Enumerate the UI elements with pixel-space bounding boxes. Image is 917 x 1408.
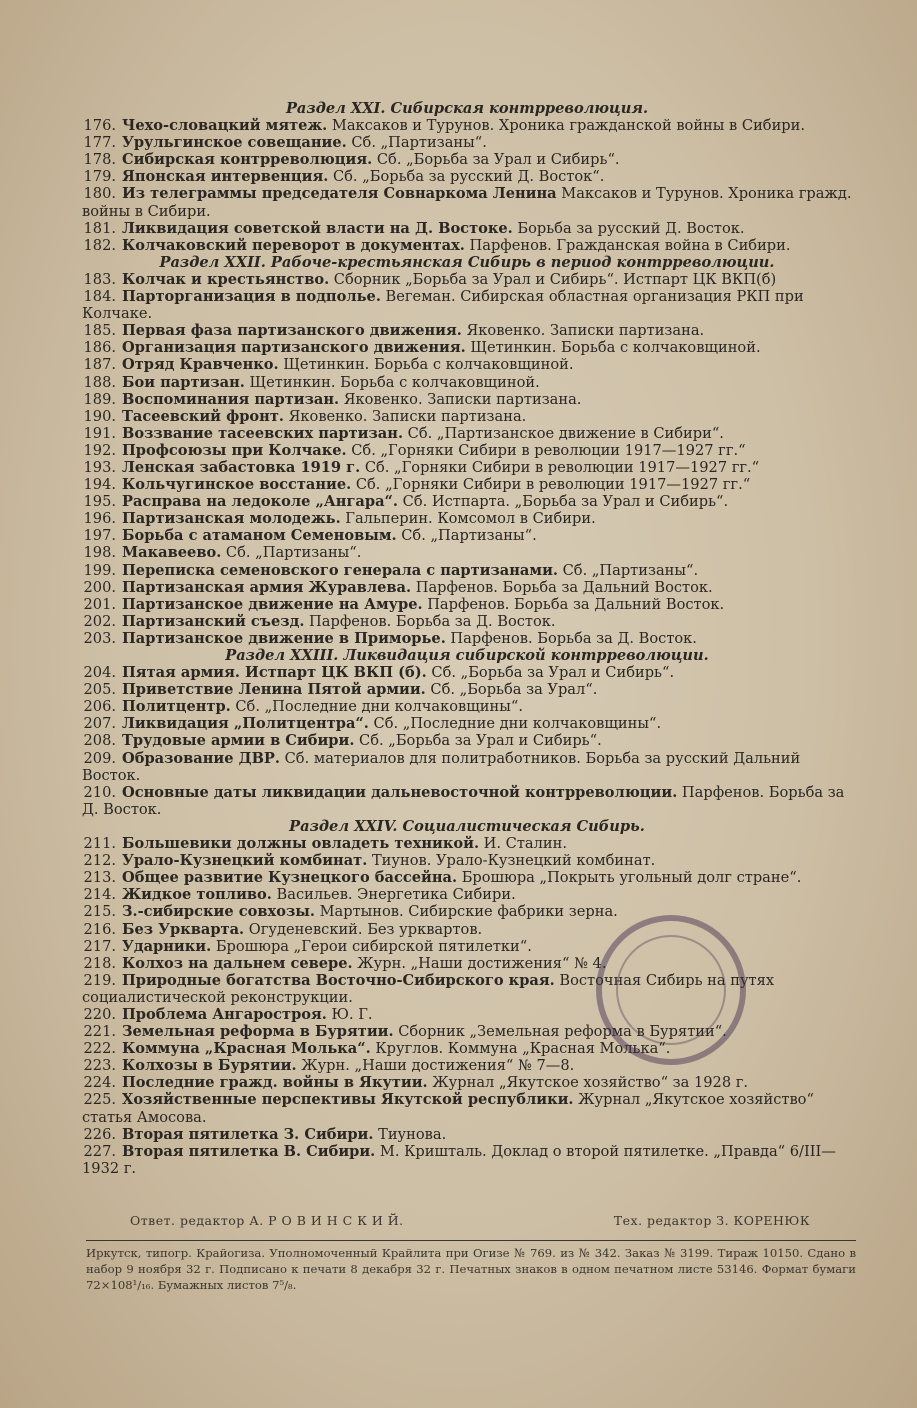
entry-number: 208.	[83, 732, 116, 750]
entry-source: Максаков и Турунов. Хроника гражд. войны в Сибири.	[82, 185, 852, 220]
entry-source: Парфенов. Борьба за Дальний Восток.	[422, 595, 725, 613]
list-item	[82, 613, 852, 630]
entry-title: Профсоюзы при Колчаке.	[122, 441, 347, 459]
entry-title: Кольчугинское восстание.	[122, 476, 352, 494]
entry-number: 194.	[83, 476, 116, 494]
entry-source: Сборник „Земельная реформа в Бурятии“.	[393, 1023, 727, 1041]
entry-source: Парфенов. Борьба за Д. Восток.	[82, 783, 845, 818]
entry-source: Журнал „Якутское хозяйство“ статья Амосова.	[82, 1091, 814, 1126]
entry-number: 197.	[83, 527, 116, 545]
list-item	[82, 356, 852, 373]
entry-source: Максаков и Турунов. Хроника гражданской войны в Сибири.	[327, 117, 806, 135]
list-item	[82, 544, 852, 561]
entry-number: 204.	[83, 664, 116, 682]
entry-source: И. Сталин.	[479, 835, 567, 853]
entry-source: Гальперин. Комсомол в Сибири.	[340, 510, 596, 528]
section-title: Раздел XXII. Рабоче-крестьянская Сибирь в период контрреволюции.	[159, 253, 775, 271]
entry-source: Брошюра „Герои сибирской пятилетки“.	[211, 937, 532, 955]
list-item	[82, 237, 852, 254]
list-item	[82, 1057, 852, 1074]
list-item	[82, 476, 852, 493]
entry-source: Сб. „Партизаны“.	[557, 561, 699, 579]
entry-number: 195.	[83, 493, 116, 511]
entry-number: 176.	[83, 117, 116, 135]
entry-number: 196.	[83, 510, 116, 528]
entry-number: 178.	[83, 151, 116, 169]
entry-title: Организация партизанского движения.	[122, 339, 466, 357]
list-item	[82, 527, 852, 544]
list-item	[82, 442, 852, 459]
entry-source: Сборник „Борьба за Урал и Сибирь“. Истпарт ЦК ВКП(б)	[329, 270, 777, 288]
entry-source: Сб. „Партизанское движение в Сибири“.	[403, 424, 724, 442]
entry-number: 181.	[83, 219, 116, 237]
entry-title: З.-сибирские совхозы.	[122, 903, 315, 921]
list-item	[82, 596, 852, 613]
entry-number: 198.	[83, 544, 116, 562]
entry-source: Васильев. Энергетика Сибири.	[271, 886, 516, 904]
list-item	[82, 408, 852, 425]
entry-title: Ударники.	[122, 937, 212, 955]
entry-title: Переписка семеновского генерала с партизанами.	[122, 561, 558, 579]
entry-number: 180.	[83, 185, 116, 203]
entry-source: Круглов. Коммуна „Красная Молька“.	[370, 1040, 671, 1058]
entry-title: Колчаковский переворот в документах.	[122, 236, 465, 254]
list-item	[82, 117, 852, 134]
list-item	[82, 459, 852, 476]
entry-number: 205.	[83, 681, 116, 699]
entry-source: Борьба за русский Д. Восток.	[512, 219, 745, 237]
section-title: Раздел XXIII. Ликвидация сибирской контрреволюции.	[225, 647, 709, 664]
entry-source: Сб. „Борьба за русский Д. Восток“.	[328, 168, 605, 186]
entry-title: Природные богатства Восточно-Сибирского края.	[122, 971, 555, 989]
list-item	[82, 493, 852, 510]
entry-title: Проблема Ангаростроя.	[122, 1005, 327, 1023]
entry-title: Парторганизация в подполье.	[122, 288, 381, 306]
entry-number: 206.	[83, 698, 116, 716]
entry-source: Сб. „Горняки Сибири в революции 1917—1927 гг.“	[351, 476, 751, 494]
list-item	[82, 151, 852, 168]
entry-source: Журн. „Наши достижения“ № 7—8.	[296, 1057, 575, 1075]
entry-title: Политцентр.	[122, 698, 231, 716]
entry-title: Колхозы в Бурятии.	[122, 1057, 297, 1075]
entry-title: Хозяйственные перспективы Якутской республики.	[122, 1091, 574, 1109]
entry-source: Парфенов. Борьба за Д. Восток.	[304, 612, 556, 630]
entry-number: 226.	[83, 1125, 116, 1143]
entry-source: Щетинкин. Борьба с колчаковщиной.	[278, 356, 574, 374]
chief-editor: Ответ. редактор А. Р О В И Н С К И Й.	[130, 1213, 404, 1228]
entry-title: Колхоз на дальнем севере.	[122, 954, 353, 972]
entry-source: Сб. „Борьба за Урал и Сибирь“.	[372, 151, 620, 169]
entry-number: 199.	[83, 561, 116, 579]
list-item	[82, 1074, 852, 1091]
entry-title: Партизанская молодежь.	[122, 510, 341, 528]
entry-title: Земельная реформа в Бурятии.	[122, 1023, 394, 1041]
entry-title: Ленская забастовка 1919 г.	[122, 458, 361, 476]
entry-number: 188.	[83, 373, 116, 391]
entry-source: Мартынов. Сибирские фабрики зерна.	[314, 903, 618, 921]
entry-title: Урульгинское совещание.	[122, 134, 347, 152]
editors-line	[130, 1213, 810, 1228]
entry-title: Из телеграммы председателя Совнаркома Ленина	[122, 185, 557, 203]
list-item	[82, 134, 852, 151]
entry-number: 202.	[83, 612, 116, 630]
entry-number: 183.	[83, 270, 116, 288]
entry-number: 193.	[83, 458, 116, 476]
list-item	[82, 391, 852, 408]
list-item	[82, 220, 852, 237]
list-item	[82, 732, 852, 749]
entry-source: Сб. „Партизаны“.	[396, 527, 537, 545]
entry-source: Ю. Г.	[326, 1005, 373, 1023]
entry-source: Брошюра „Покрыть угольный долг стране“.	[457, 869, 802, 887]
list-item	[82, 1126, 852, 1143]
entry-number: 221.	[83, 1023, 116, 1041]
entry-title: Урало-Кузнецкий комбинат.	[122, 852, 368, 870]
entry-number: 215.	[83, 903, 116, 921]
entry-number: 185.	[83, 322, 116, 340]
entry-number: 212.	[83, 852, 116, 870]
list-item	[82, 903, 852, 920]
entry-source: Сб. „Последние дни колчаковщины“.	[230, 698, 523, 716]
entry-source: Сб. материалов для политработников. Борьба за русский Дальний Восток.	[82, 749, 801, 784]
entry-number: 189.	[83, 390, 116, 408]
list-item	[82, 168, 852, 185]
entry-number: 177.	[83, 134, 116, 152]
list-item	[82, 425, 852, 442]
entry-title: Чехо-словацкий мятеж.	[122, 117, 328, 135]
entry-title: Колчак и крестьянство.	[122, 270, 330, 288]
entry-number: 184.	[83, 288, 116, 306]
entry-source: Вегеман. Сибирская областная организация РКП при Колчаке.	[82, 288, 804, 323]
entry-title: Сибирская контрреволюция.	[122, 151, 373, 169]
list-item	[82, 1143, 852, 1177]
entry-title: Вторая пятилетка В. Сибири.	[122, 1142, 376, 1160]
entry-source: Сб. „Борьба за Урал и Сибирь“.	[354, 732, 602, 750]
entry-source: Сб. „Партизаны“.	[221, 544, 362, 562]
entry-title: Приветствие Ленина Пятой армии.	[122, 681, 426, 699]
entry-number: 179.	[83, 168, 116, 186]
entry-title: Первая фаза партизанского движения.	[122, 322, 462, 340]
entry-number: 225.	[83, 1091, 116, 1109]
list-item	[82, 339, 852, 356]
list-item	[82, 510, 852, 527]
entry-title: Воззвание тасеевских партизан.	[122, 424, 404, 442]
entry-source: Парфенов. Гражданская война в Сибири.	[464, 236, 791, 254]
entry-number: 218.	[83, 954, 116, 972]
list-item	[82, 185, 852, 219]
entry-source: Сб. „Горняки Сибири в революции 1917—1927 гг.“	[346, 441, 746, 459]
entry-source: М. Кришталь. Доклад о второй пятилетке. „Правда“ 6/III—1932 г.	[82, 1142, 836, 1177]
entry-title: Партизанское движение на Амуре.	[122, 595, 423, 613]
entry-title: Партизанское движение в Приморье.	[122, 629, 446, 647]
entry-title: Основные даты ликвидации дальневосточной контрреволюции.	[122, 783, 678, 801]
entry-title: Образование ДВР.	[122, 749, 280, 767]
entry-number: 201.	[83, 595, 116, 613]
entry-title: Бои партизан.	[122, 373, 245, 391]
entry-source: Сб. „Горняки Сибири в революции 1917—1927 гг.“	[360, 458, 760, 476]
entry-number: 192.	[83, 441, 116, 459]
entry-title: Расправа на ледоколе „Ангара“.	[122, 493, 399, 511]
entry-source: Сб. Истпарта. „Борьба за Урал и Сибирь“.	[398, 493, 729, 511]
entry-title: Трудовые армии в Сибири.	[122, 732, 355, 750]
list-item	[82, 1040, 852, 1057]
entry-source: Сб. „Борьба за Урал“.	[425, 681, 598, 699]
entry-number: 191.	[83, 424, 116, 442]
entry-title: Макавеево.	[122, 544, 222, 562]
list-item	[82, 784, 852, 818]
list-item	[82, 698, 852, 715]
entry-source: Огуденевский. Без урквартов.	[244, 920, 483, 938]
entry-number: 182.	[83, 236, 116, 254]
entry-source: Восточная Сибирь на путях социалистической реконструкции.	[82, 971, 775, 1006]
entry-source: Яковенко. Записки партизана.	[461, 322, 705, 340]
entry-number: 210.	[83, 783, 116, 801]
list-item	[82, 835, 852, 852]
list-item	[82, 869, 852, 886]
entry-number: 211.	[83, 835, 116, 853]
entry-number: 220.	[83, 1005, 116, 1023]
list-item	[82, 715, 852, 732]
entry-number: 219.	[83, 971, 116, 989]
entry-source: Яковенко. Записки партизана.	[339, 390, 582, 408]
entry-number: 214.	[83, 886, 116, 904]
entry-number: 222.	[83, 1040, 116, 1058]
entry-source: Яковенко. Записки партизана.	[283, 407, 527, 425]
entry-number: 227.	[83, 1142, 116, 1160]
entry-source: Сб. „Партизаны“.	[346, 134, 487, 152]
section-title: Раздел XXIV. Социалистическая Сибирь.	[289, 817, 645, 835]
list-item	[82, 886, 852, 903]
entry-number: 223.	[83, 1057, 116, 1075]
entry-number: 203.	[83, 629, 116, 647]
entry-source: Щетинкин. Борьба с колчаковщиной.	[244, 373, 540, 391]
entry-title: Последние гражд. войны в Якутии.	[122, 1074, 428, 1092]
entry-source: Парфенов. Борьба за Д. Восток.	[445, 629, 697, 647]
entry-source: Журнал „Якутское хозяйство“ за 1928 г.	[427, 1074, 749, 1092]
list-item	[82, 271, 852, 288]
list-item	[82, 852, 852, 869]
entry-number: 213.	[83, 869, 116, 887]
list-item	[82, 288, 852, 322]
entry-title: Японская интервенция.	[122, 168, 329, 186]
entry-title: Партизанский съезд.	[122, 612, 305, 630]
list-item	[82, 374, 852, 391]
entry-title: Ликвидация советской власти на Д. Востоке.	[122, 219, 513, 237]
list-item	[82, 921, 852, 938]
entry-source: Парфенов. Борьба за Дальний Восток.	[411, 578, 713, 596]
list-item	[82, 562, 852, 579]
entry-title: Борьба с атаманом Семеновым.	[122, 527, 397, 545]
entry-source: Тиунова.	[373, 1125, 447, 1143]
entry-number: 186.	[83, 339, 116, 357]
entry-title: Воспоминания партизан.	[122, 390, 340, 408]
list-item	[82, 322, 852, 339]
list-item	[82, 750, 852, 784]
list-item	[82, 938, 852, 955]
entry-title: Тасеевский фронт.	[122, 407, 284, 425]
entry-title: Без Урквартa.	[122, 920, 245, 938]
entry-title: Большевики должны овладеть техникой.	[122, 835, 480, 853]
list-item	[82, 579, 852, 596]
entry-number: 224.	[83, 1074, 116, 1092]
entry-title: Ликвидация „Политцентра“.	[122, 715, 369, 733]
list-item	[82, 630, 852, 647]
entry-number: 200.	[83, 578, 116, 596]
entry-title: Партизанская армия Журавлева.	[122, 578, 412, 596]
entry-title: Жидкое топливо.	[122, 886, 272, 904]
entry-number: 187.	[83, 356, 116, 374]
entry-source: Щетинкин. Борьба с колчаковщиной.	[465, 339, 761, 357]
entry-number: 207.	[83, 715, 116, 733]
entry-source: Тиунов. Урало-Кузнецкий комбинат.	[367, 852, 656, 870]
section-title: Раздел XXI. Сибирская контрреволюция.	[285, 100, 649, 117]
entry-source: Журн. „Наши достижения“ № 4.	[352, 954, 607, 972]
entry-number: 209.	[83, 749, 116, 767]
tech-editor: Тех. редактор З. КОРЕНЮК	[613, 1213, 810, 1228]
entry-title: Общее развитие Кузнецкого бассейна.	[122, 869, 458, 887]
entry-number: 217.	[83, 937, 116, 955]
entry-source: Сб. „Борьба за Урал и Сибирь“.	[426, 664, 675, 682]
entry-number: 216.	[83, 920, 116, 938]
list-item	[82, 681, 852, 698]
entry-source: Сб. „Последние дни колчаковщины“.	[368, 715, 662, 733]
entry-title: Пятая армия. Истпарт ЦК ВКП (б).	[122, 664, 427, 682]
print-imprint: Иркутск, типогр. Крайогиза. Уполномоченный Крайлита при Огизе № 769. из № 342. Заказ № 3199. Тираж 10150. Сдано в набор 9 ноября 32 г. Подписано к печати 8 декабря 32 г. Печатных знаков в одном печатном листе 53146. Формат бумаги 72×108¹/₁₆. Бумажных листов 7⁵/₈.	[86, 1240, 856, 1293]
list-item	[82, 1091, 852, 1125]
entry-number: 190.	[83, 407, 116, 425]
entry-title: Вторая пятилетка З. Сибири.	[122, 1125, 374, 1143]
library-stamp	[596, 915, 746, 1065]
entry-title: Коммуна „Красная Молька“.	[122, 1040, 371, 1058]
library-stamp-inner-ring	[616, 935, 726, 1045]
list-item	[82, 664, 852, 681]
entry-title: Отряд Кравченко.	[122, 356, 279, 374]
